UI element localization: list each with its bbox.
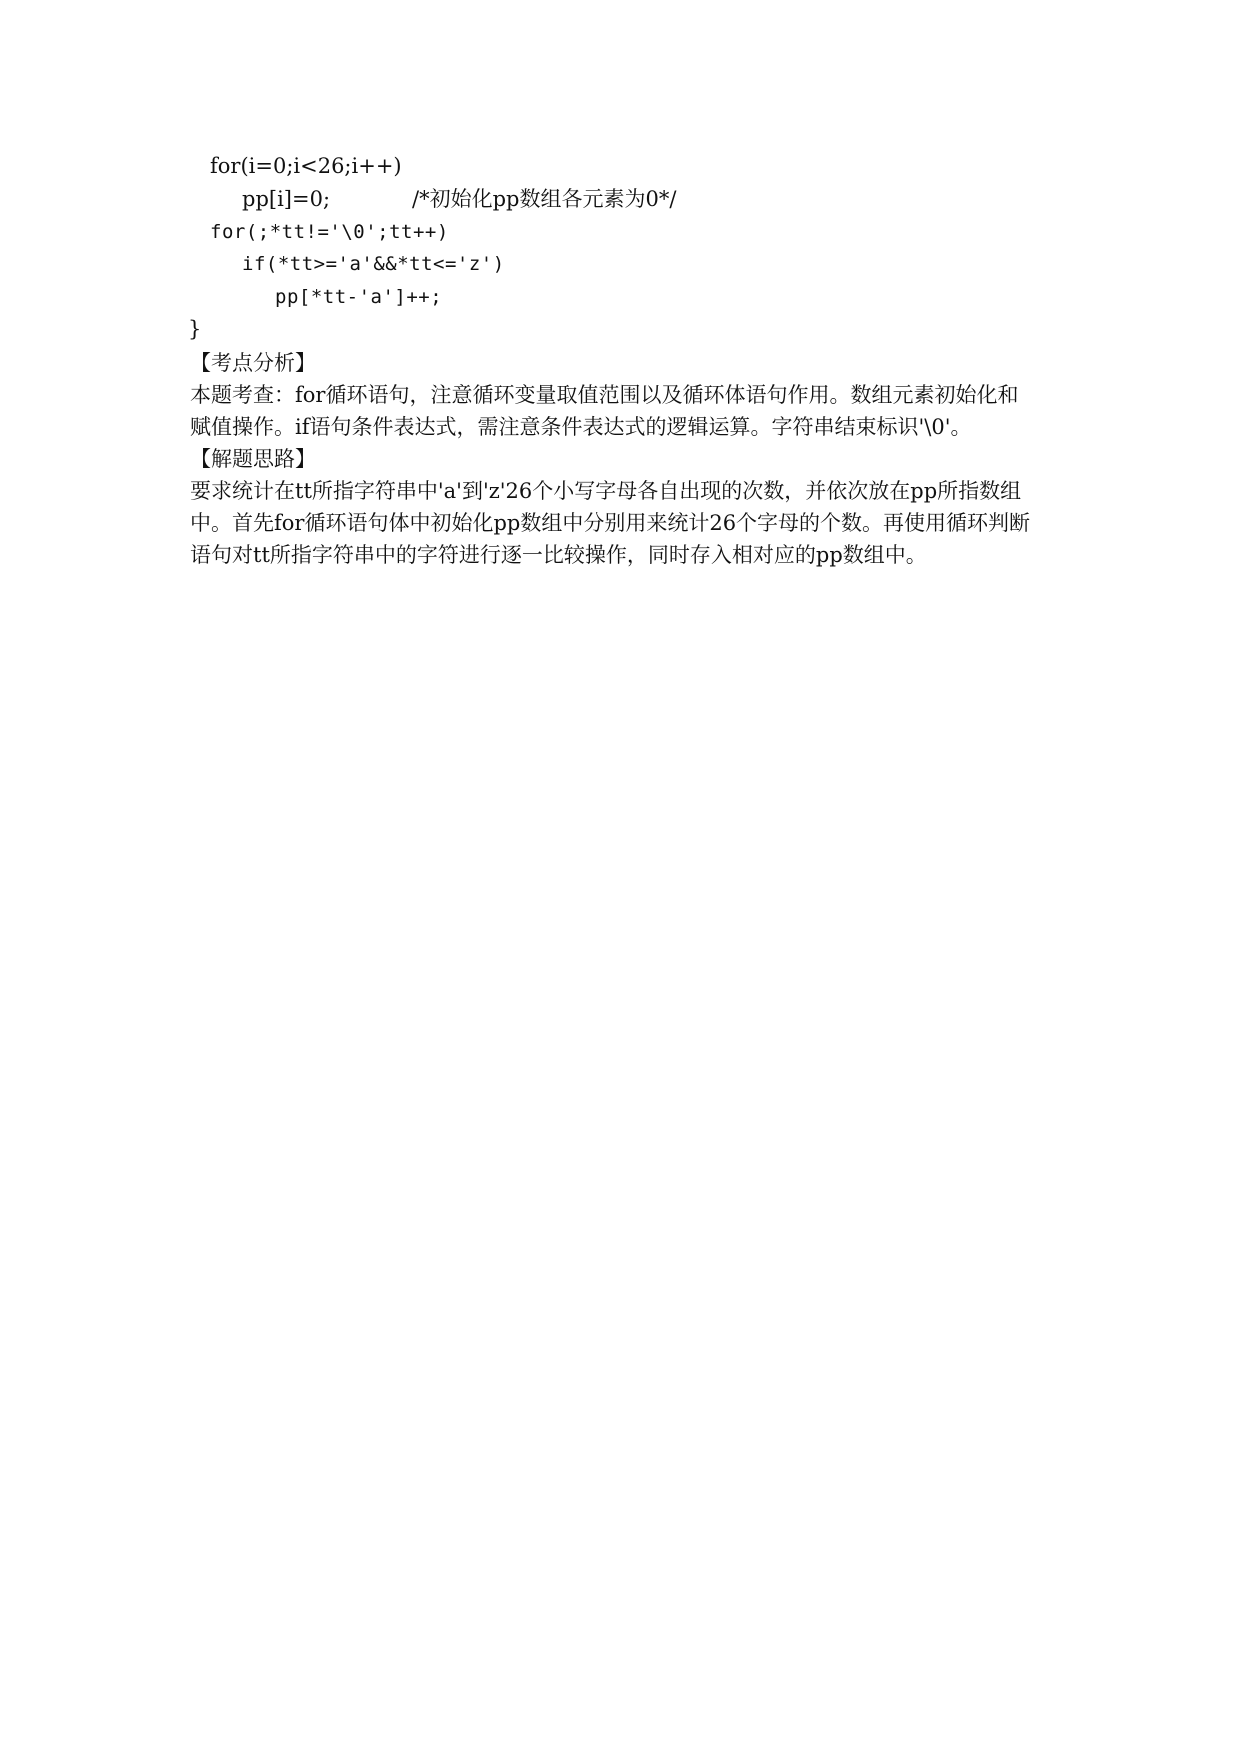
code-line-for-init: for(i=0;i<26;i++) — [210, 154, 402, 178]
solution-heading: 【解题思路】 — [190, 447, 316, 471]
code-line-if: if(*tt>='a'&&*tt<='z') — [242, 253, 505, 275]
analysis-heading: 【考点分析】 — [190, 351, 316, 375]
code-comment-init: /*初始化pp数组各元素为0*/ — [412, 187, 677, 211]
solution-text-line: 要求统计在tt所指字符串中'a'到'z'26个小写字母各自出现的次数，并依次放在pp所指数组 — [190, 479, 1022, 503]
code-line-pp-init: pp[i]=0; — [242, 187, 331, 211]
code-line-closing-brace: } — [188, 317, 202, 341]
code-line-pp-increment: pp[*tt-'a']++; — [275, 286, 443, 308]
analysis-text-line: 赋值操作。if语句条件表达式，需注意条件表达式的逻辑运算。字符串结束标识'\0'。 — [190, 415, 972, 439]
code-line-for-tt: for(;*tt!='\0';tt++) — [210, 221, 449, 243]
solution-text-line: 中。首先for循环语句体中初始化pp数组中分别用来统计26个字母的个数。再使用循环判断 — [190, 511, 1031, 535]
solution-text-line: 语句对tt所指字符串中的字符进行逐一比较操作，同时存入相对应的pp数组中。 — [190, 543, 927, 567]
analysis-text-line: 本题考查：for循环语句，注意循环变量取值范围以及循环体语句作用。数组元素初始化和 — [190, 383, 1019, 407]
